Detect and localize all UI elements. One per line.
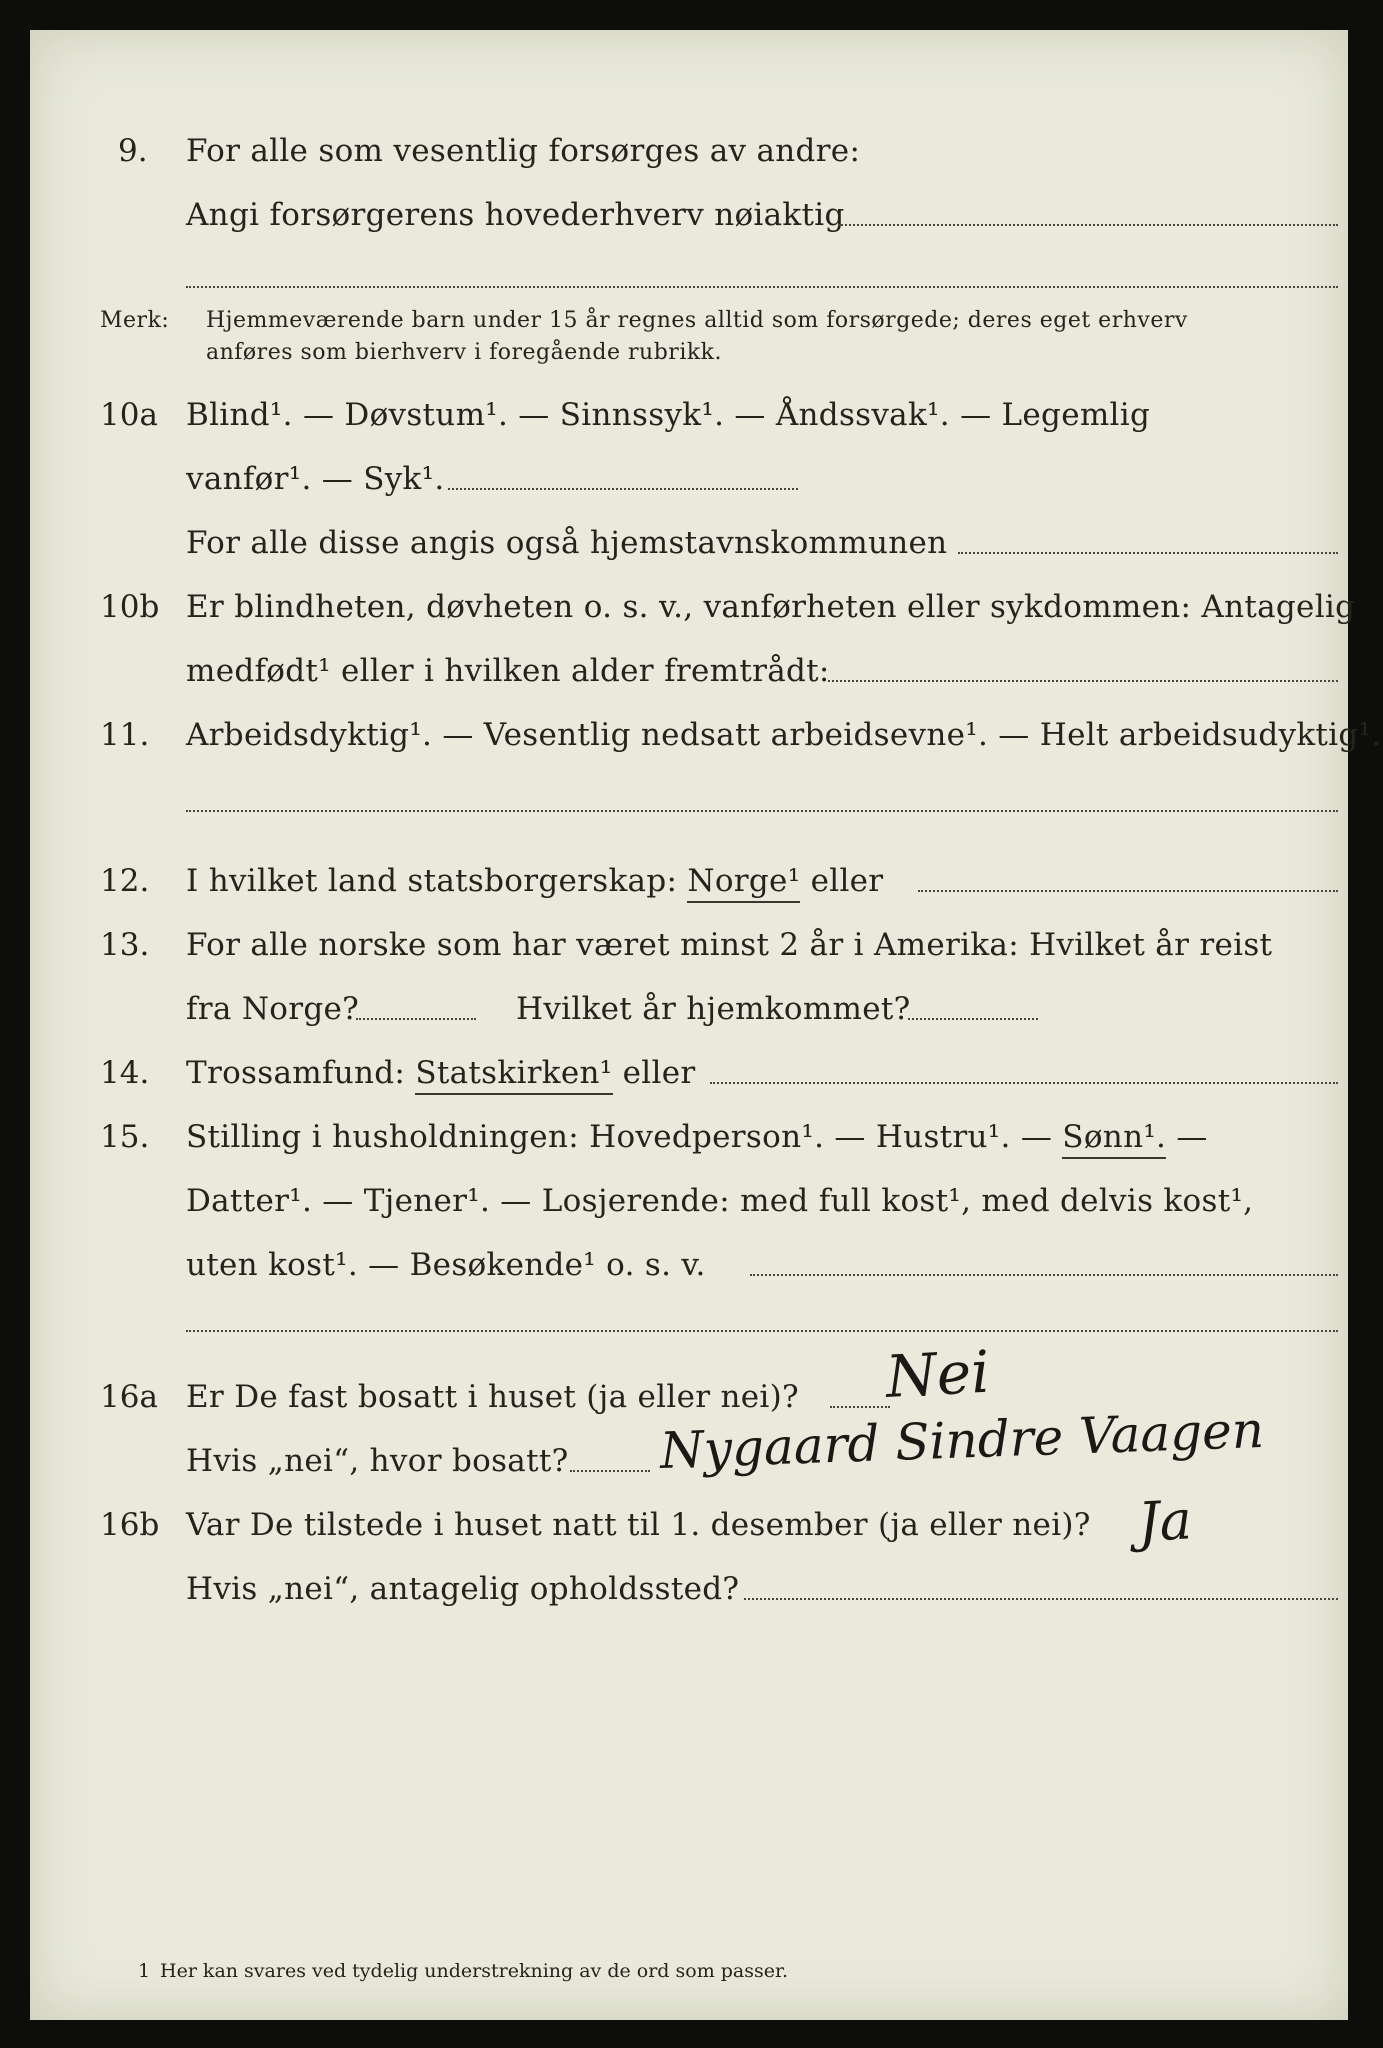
q15-selected-sonn: Sønn¹. — [1062, 1119, 1166, 1159]
q15-answer-line-2 — [186, 1330, 1338, 1332]
q12-else: eller — [810, 863, 884, 899]
q10b-answer-line — [828, 680, 1338, 682]
q16a-residence-line — [570, 1470, 650, 1472]
q10a-number: 10a — [100, 397, 158, 433]
q16b-handwritten-answer: Ja — [1136, 1488, 1194, 1554]
merk-note-line1: Hjemmeværende barn under 15 år regnes alltid som forsørgede; deres eget erhverv — [206, 308, 1188, 333]
q10b-number: 10b — [100, 589, 160, 625]
q11-number: 11. — [100, 717, 150, 753]
q16b-answer-line — [744, 1598, 1338, 1600]
q10a-home-municipality-label: For alle disse angis også hjemstavnskommunen — [186, 525, 948, 561]
q15-number: 15. — [100, 1119, 150, 1155]
q10b-question-2: medfødt¹ eller i hvilken alder fremtrådt: — [186, 653, 830, 689]
q16a-handwritten-residence: Nygaard Sindre Vaagen — [658, 1400, 1265, 1480]
q16a-handwritten-answer: Nei — [884, 1337, 992, 1411]
q16a-answer-line — [830, 1406, 890, 1408]
q16b-question: Var De tilstede i huset natt til 1. desember (ja eller nei)? — [186, 1507, 1091, 1543]
merk-note-line2: anføres som bierhverv i foregående rubrikk. — [206, 340, 723, 365]
q16b-number: 16b — [100, 1507, 160, 1543]
footnote-mark: 1 — [138, 1960, 151, 1982]
q12-answer-line — [918, 890, 1338, 892]
q13-return-label: Hvilket år hjemkommet? — [516, 991, 911, 1027]
q9-number: 9. — [118, 133, 148, 169]
q12-citizenship — [186, 863, 884, 899]
q16a-residence-label: Hvis „nei“, hvor bosatt? — [186, 1443, 569, 1479]
q15-options-2: Datter¹. — Tjener¹. — Losjerende: med full kost¹, med delvis kost¹, — [186, 1183, 1254, 1219]
q9-provider-occupation-label: Angi forsørgerens hovederhverv nøiaktig — [186, 197, 845, 233]
q16a-question: Er De fast bosatt i huset (ja eller nei)? — [186, 1379, 799, 1415]
q14-number: 14. — [100, 1055, 150, 1091]
q11-work-capacity-options: Arbeidsdyktig¹. — Vesentlig nedsatt arbeidsevne¹. — Helt arbeidsudyktig¹. — [186, 717, 1382, 753]
q13-departure-label: fra Norge? — [186, 991, 360, 1027]
footnote-text: Her kan svares ved tydelig understrekning av de ord som passer. — [160, 1960, 789, 1982]
q10a-answer-line — [448, 488, 798, 490]
census-form-page — [30, 30, 1382, 2020]
q10a-disability-options: Blind¹. — Døvstum¹. — Sinnssyk¹. — Åndssvak¹. — Legemlig — [186, 397, 1151, 433]
q9-answer-line-2 — [186, 286, 1338, 288]
q12-number: 12. — [100, 863, 150, 899]
q10a-municipality-line — [958, 552, 1338, 554]
q15-dash: — — [1176, 1119, 1208, 1155]
merk-label: Merk: — [100, 308, 170, 333]
q15-options-3: uten kost¹. — Besøkende¹ o. s. v. — [186, 1247, 706, 1283]
q12-selected-norge: Norge¹ — [687, 863, 800, 903]
q15-question: Stilling i husholdningen: Hovedperson¹. — Hustru¹. — — [186, 1119, 1053, 1155]
q13-america-question: For alle norske som har været minst 2 år i Amerika: Hvilket år reist — [186, 927, 1273, 963]
q13-departure-line — [356, 1018, 476, 1020]
q13-return-line — [908, 1018, 1038, 1020]
q16a-number: 16a — [100, 1379, 158, 1415]
q15-answer-line — [750, 1274, 1338, 1276]
q14-religion — [186, 1055, 696, 1091]
q9-answer-line — [838, 224, 1338, 226]
q14-selected-statskirken: Statskirken¹ — [415, 1055, 612, 1095]
q10a-disability-options-2: vanfør¹. — Syk¹. — [186, 461, 445, 497]
q10b-question: Er blindheten, døvheten o. s. v., vanførheten eller sykdommen: Antagelig — [186, 589, 1356, 625]
q14-question: Trossamfund: — [186, 1055, 406, 1091]
q12-question: I hvilket land statsborgerskap: — [186, 863, 678, 899]
q15-household-position — [186, 1119, 1208, 1155]
q9-question: For alle som vesentlig forsørges av andre: — [186, 133, 861, 169]
q13-number: 13. — [100, 927, 150, 963]
q14-else: eller — [622, 1055, 696, 1091]
q14-answer-line — [710, 1082, 1338, 1084]
q16b-whereabouts-label: Hvis „nei“, antagelig opholdssted? — [186, 1571, 740, 1607]
q11-answer-line — [186, 810, 1338, 812]
